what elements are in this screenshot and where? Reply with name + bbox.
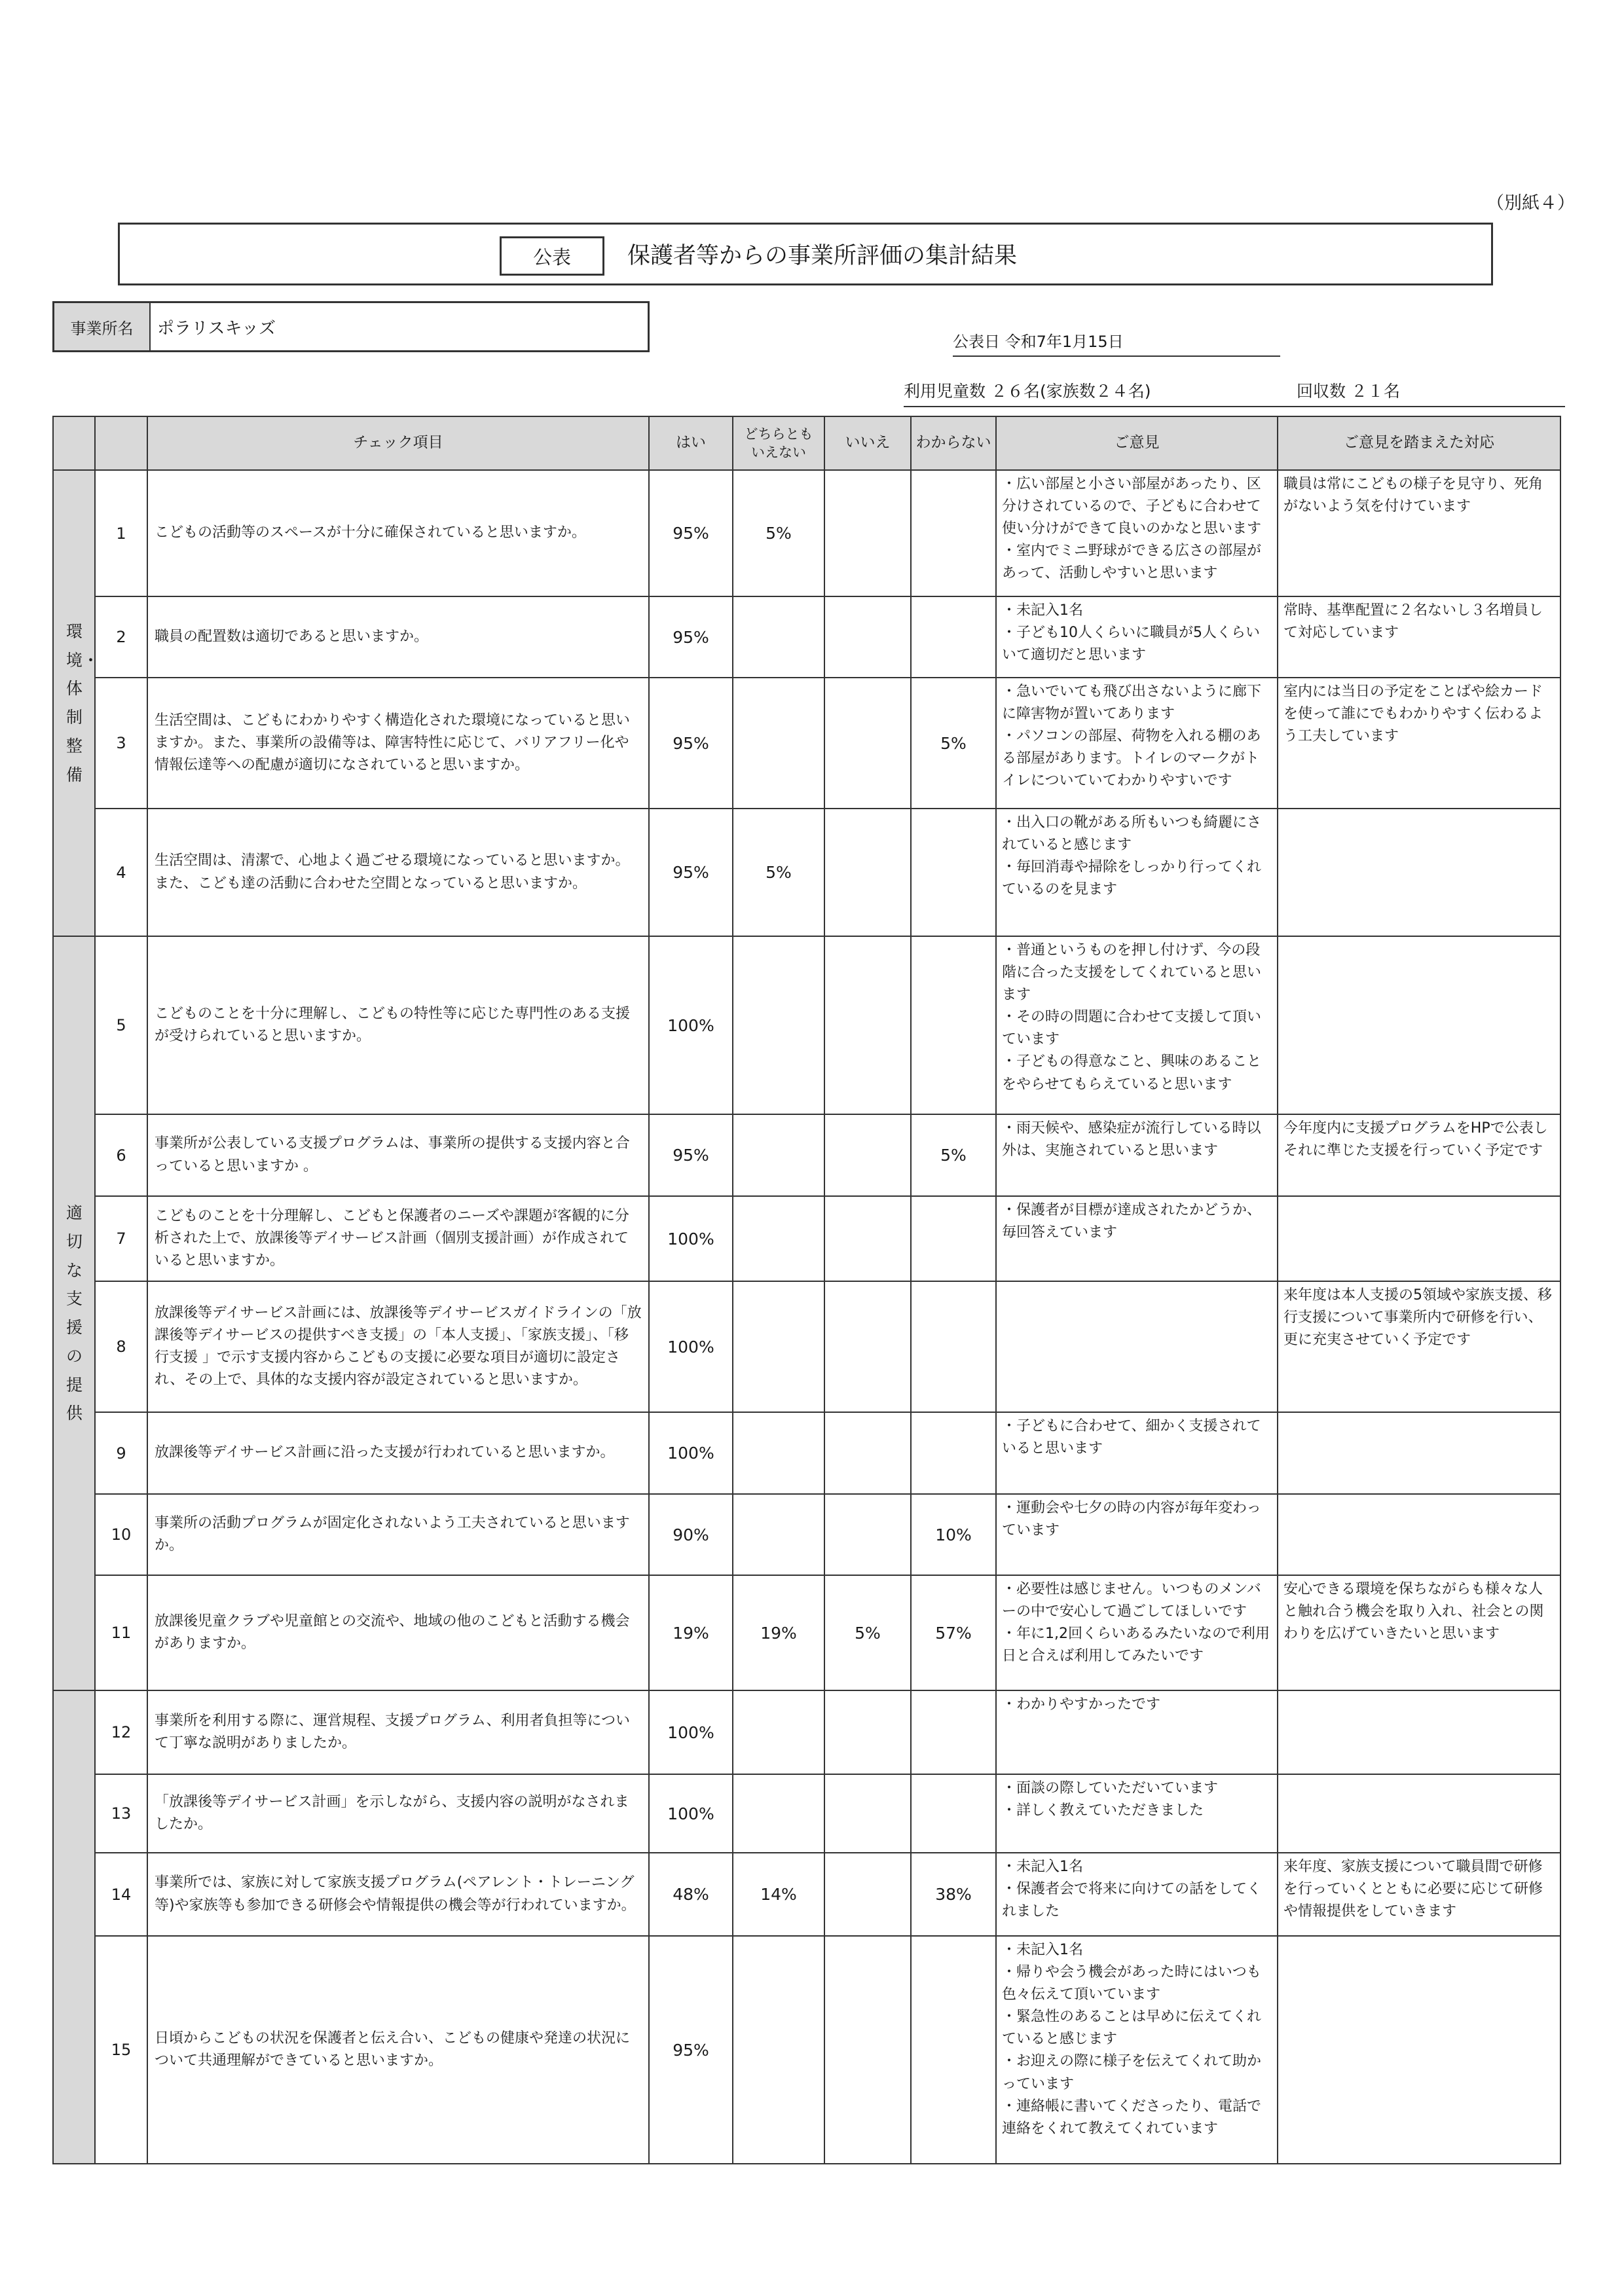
response-cell bbox=[1278, 1494, 1560, 1575]
no-percent: 5% bbox=[824, 1575, 911, 1690]
check-item: 放課後等デイサービス計画には、放課後等デイサービスガイドラインの「放課後等デイサービスの提供すべき支援」の「本人支援」、「家族支援」、「移行支援 」で示す支援内容からこどもの支援に必要な項目が適切に設定され、その上で、具体的な支援内容が設定されていると思いますか。 bbox=[147, 1281, 649, 1412]
response-cell: 職員は常にこどもの様子を見守り、死角がないよう気を付けています bbox=[1278, 470, 1560, 596]
no-percent bbox=[824, 1281, 911, 1412]
unknown-percent bbox=[911, 1690, 996, 1774]
publish-date: 公表日 令和7年1月15日 bbox=[953, 329, 1280, 357]
opinion-cell: ・わかりやすかったです bbox=[996, 1690, 1278, 1774]
opinion-cell: ・面談の際していただいています ・詳しく教えていただきました bbox=[996, 1774, 1278, 1853]
table-row bbox=[53, 1690, 1560, 1774]
unknown-percent bbox=[911, 1936, 996, 2164]
check-item: 事業所を利用する際に、運営規程、支援プログラム、利用者負担等について丁寧な説明がありましたか。 bbox=[147, 1690, 649, 1774]
page-title: 保護者等からの事業所評価の集計結果 bbox=[627, 243, 1018, 269]
no-percent bbox=[824, 1114, 911, 1196]
check-item: 日頃からこどもの状況を保護者と伝え合い、こどもの健康や発達の状況について共通理解ができていると思いますか。 bbox=[147, 1936, 649, 2164]
category-label: 適切な支援の提供 bbox=[66, 1203, 83, 1423]
category-label: 環境・体制整備 bbox=[66, 621, 100, 784]
unknown-percent: 38% bbox=[911, 1853, 996, 1936]
annex-label: （別紙４） bbox=[1486, 193, 1575, 213]
no-percent bbox=[824, 1853, 911, 1936]
response-cell: 今年度内に支援プログラムをHPで公表しそれに準じた支援を行っていく予定です bbox=[1278, 1114, 1560, 1196]
opinion-cell: ・必要性は感じません。いつものメンバーの中で安心して過ごしてほしいです ・年に1,2回くらいあるみたいなので利用日と合えば利用してみたいです bbox=[996, 1575, 1278, 1690]
table-row bbox=[53, 596, 1560, 678]
item-number: 5 bbox=[95, 936, 147, 1114]
table-row bbox=[53, 1936, 1560, 2164]
neither-percent: 5% bbox=[733, 809, 824, 936]
unknown-percent bbox=[911, 1196, 996, 1281]
item-number: 2 bbox=[95, 596, 147, 678]
yes-percent: 100% bbox=[649, 936, 733, 1114]
opinion-cell: ・未記入1名 ・帰りや会う機会があった時にはいつも色々伝えて頂いています ・緊急性のあることは早めに伝えてくれていると感じます ・お迎えの際に様子を伝えてくれて助かっています ・連絡帳に書いてくださったり、電話で連絡をくれて教えてくれています bbox=[996, 1936, 1278, 2164]
table-row bbox=[53, 1281, 1560, 1412]
table-row bbox=[53, 1412, 1560, 1494]
category-cell bbox=[53, 936, 95, 1690]
check-item: 生活空間は、こどもにわかりやすく構造化された環境になっていると思いますか。また、事業所の設備等は、障害特性に応じて、バリアフリー化や情報伝達等への配慮が適切になされていると思いますか。 bbox=[147, 678, 649, 809]
opinion-cell: ・保護者が目標が達成されたかどうか、毎回答えています bbox=[996, 1196, 1278, 1281]
table-row bbox=[53, 1196, 1560, 1281]
opinion-cell bbox=[996, 1281, 1278, 1412]
unknown-percent bbox=[911, 809, 996, 936]
no-percent bbox=[824, 809, 911, 936]
check-item: 職員の配置数は適切であると思いますか。 bbox=[147, 596, 649, 678]
response-cell: 室内には当日の予定をことばや絵カードを使って誰にでもわかりやすく伝わるよう工夫しています bbox=[1278, 678, 1560, 809]
unknown-percent bbox=[911, 596, 996, 678]
response-cell bbox=[1278, 1774, 1560, 1853]
opinion-cell: ・未記入1名 ・子ども10人くらいに職員が5人くらいいて適切だと思います bbox=[996, 596, 1278, 678]
opinion-cell: ・子どもに合わせて、細かく支援されていると思います bbox=[996, 1412, 1278, 1494]
check-item: 事業所の活動プログラムが固定化されないよう工夫されていると思いますか。 bbox=[147, 1494, 649, 1575]
table-row bbox=[53, 936, 1560, 1114]
no-percent bbox=[824, 1196, 911, 1281]
response-cell: 常時、基準配置に２名ないし３名増員して対応しています bbox=[1278, 596, 1560, 678]
users-count: 利用児童数 ２６名(家族数２４名) bbox=[904, 382, 1151, 401]
opinion-cell: ・未記入1名 ・保護者会で将来に向けての話をしてくれました bbox=[996, 1853, 1278, 1936]
item-number: 6 bbox=[95, 1114, 147, 1196]
response-cell: 来年度、家族支援について職員間で研修を行っていくとともに必要に応じて研修や情報提供をしていきます bbox=[1278, 1853, 1560, 1936]
item-number: 15 bbox=[95, 1936, 147, 2164]
table-row bbox=[53, 1853, 1560, 1936]
neither-percent: 14% bbox=[733, 1853, 824, 1936]
stats-line bbox=[904, 378, 1565, 407]
check-item: こどものことを十分に理解し、こどもの特性等に応じた専門性のある支援が受けられていると思いますか。 bbox=[147, 936, 649, 1114]
check-item: 放課後等デイサービス計画に沿った支援が行われていると思いますか。 bbox=[147, 1412, 649, 1494]
office-name: ポラリスキッズ bbox=[157, 318, 276, 338]
header-response: ご意見を踏まえた対応 bbox=[1278, 416, 1560, 470]
unknown-percent bbox=[911, 1774, 996, 1853]
unknown-percent bbox=[911, 936, 996, 1114]
unknown-percent bbox=[911, 1281, 996, 1412]
yes-percent: 100% bbox=[649, 1281, 733, 1412]
table-row bbox=[53, 1494, 1560, 1575]
item-number: 12 bbox=[95, 1690, 147, 1774]
item-number: 9 bbox=[95, 1412, 147, 1494]
neither-percent: 5% bbox=[733, 470, 824, 596]
no-percent bbox=[824, 1690, 911, 1774]
header-check-item: チェック項目 bbox=[147, 416, 649, 470]
response-count: 回収数 ２１名 bbox=[1297, 382, 1400, 401]
no-percent bbox=[824, 470, 911, 596]
unknown-percent bbox=[911, 470, 996, 596]
table-row bbox=[53, 1575, 1560, 1690]
neither-percent bbox=[733, 678, 824, 809]
item-number: 3 bbox=[95, 678, 147, 809]
response-cell bbox=[1278, 809, 1560, 936]
check-item: 事業所では、家族に対して家族支援プログラム(ペアレント・トレーニング等)や家族等も参加できる研修会や情報提供の機会等が行われていますか。 bbox=[147, 1853, 649, 1936]
check-item: 「放課後等デイサービス計画」を示しながら、支援内容の説明がなされましたか。 bbox=[147, 1774, 649, 1853]
neither-percent bbox=[733, 1196, 824, 1281]
yes-percent: 48% bbox=[649, 1853, 733, 1936]
table-row bbox=[53, 678, 1560, 809]
evaluation-table bbox=[52, 416, 1561, 2164]
response-cell: 安心できる環境を保ちながらも様々な人と触れ合う機会を取り入れ、社会との関わりを広げていきたいと思います bbox=[1278, 1575, 1560, 1690]
response-cell bbox=[1278, 1690, 1560, 1774]
yes-percent: 100% bbox=[649, 1690, 733, 1774]
header-neither: どちらとも いえない bbox=[733, 416, 824, 470]
item-number: 10 bbox=[95, 1494, 147, 1575]
header-yes: はい bbox=[649, 416, 733, 470]
title-box bbox=[118, 223, 1493, 285]
opinion-cell: ・運動会や七夕の時の内容が毎年変わっています bbox=[996, 1494, 1278, 1575]
check-item: 事業所が公表している支援プログラムは、事業所の提供する支援内容と合っていると思いますか 。 bbox=[147, 1114, 649, 1196]
response-cell bbox=[1278, 936, 1560, 1114]
item-number: 4 bbox=[95, 809, 147, 936]
item-number: 1 bbox=[95, 470, 147, 596]
no-percent bbox=[824, 1412, 911, 1494]
item-number: 11 bbox=[95, 1575, 147, 1690]
yes-percent: 95% bbox=[649, 596, 733, 678]
unknown-percent: 10% bbox=[911, 1494, 996, 1575]
category-cell-empty bbox=[53, 1690, 95, 2164]
item-number: 8 bbox=[95, 1281, 147, 1412]
neither-percent bbox=[733, 1690, 824, 1774]
header-opinion: ご意見 bbox=[996, 416, 1278, 470]
header-category bbox=[53, 416, 95, 470]
public-tag: 公表 bbox=[500, 236, 604, 276]
yes-percent: 100% bbox=[649, 1196, 733, 1281]
header-no: いいえ bbox=[824, 416, 911, 470]
table-row bbox=[53, 1774, 1560, 1853]
opinion-cell: ・広い部屋と小さい部屋があったり、区分けされているので、子どもに合わせて使い分けができて良いのかなと思います ・室内でミニ野球ができる広さの部屋があって、活動しやすいと思います bbox=[996, 470, 1278, 596]
office-box bbox=[52, 301, 650, 352]
no-percent bbox=[824, 1494, 911, 1575]
unknown-percent: 5% bbox=[911, 1114, 996, 1196]
response-cell: 来年度は本人支援の5領域や家族支援、移行支援について事業所内で研修を行い、更に充実させていく予定です bbox=[1278, 1281, 1560, 1412]
neither-percent bbox=[733, 936, 824, 1114]
no-percent bbox=[824, 1936, 911, 2164]
yes-percent: 90% bbox=[649, 1494, 733, 1575]
table-row bbox=[53, 809, 1560, 936]
neither-percent bbox=[733, 1774, 824, 1853]
neither-percent bbox=[733, 1281, 824, 1412]
check-item: 生活空間は、清潔で、心地よく過ごせる環境になっていると思いますか。また、こども達の活動に合わせた空間となっていると思いますか。 bbox=[147, 809, 649, 936]
response-cell bbox=[1278, 1412, 1560, 1494]
yes-percent: 100% bbox=[649, 1412, 733, 1494]
neither-percent bbox=[733, 1114, 824, 1196]
check-item: こどもの活動等のスペースが十分に確保されていると思いますか。 bbox=[147, 470, 649, 596]
opinion-cell: ・雨天候や、感染症が流行している時以外は、実施されていると思います bbox=[996, 1114, 1278, 1196]
yes-percent: 100% bbox=[649, 1774, 733, 1853]
check-item: 放課後児童クラブや児童館との交流や、地域の他のこどもと活動する機会がありますか。 bbox=[147, 1575, 649, 1690]
table-row bbox=[53, 470, 1560, 596]
yes-percent: 95% bbox=[649, 1114, 733, 1196]
item-number: 14 bbox=[95, 1853, 147, 1936]
table-body bbox=[53, 470, 1560, 2164]
unknown-percent bbox=[911, 1412, 996, 1494]
opinion-cell: ・出入口の靴がある所もいつも綺麗にされていると感じます ・毎回消毒や掃除をしっかり行ってくれているのを見ます bbox=[996, 809, 1278, 936]
no-percent bbox=[824, 1774, 911, 1853]
opinion-cell: ・普通というものを押し付けず、今の段階に合った支援をしてくれていると思います ・その時の問題に合わせて支援して頂いています ・子どもの得意なこと、興味のあることをやらせてもらえていると思います bbox=[996, 936, 1278, 1114]
neither-percent bbox=[733, 1494, 824, 1575]
neither-percent: 19% bbox=[733, 1575, 824, 1690]
no-percent bbox=[824, 596, 911, 678]
item-number: 7 bbox=[95, 1196, 147, 1281]
neither-percent bbox=[733, 1936, 824, 2164]
header-unknown: わからない bbox=[911, 416, 996, 470]
unknown-percent: 5% bbox=[911, 678, 996, 809]
neither-percent bbox=[733, 596, 824, 678]
table-header-row bbox=[53, 416, 1560, 470]
response-cell bbox=[1278, 1196, 1560, 1281]
neither-percent bbox=[733, 1412, 824, 1494]
opinion-cell: ・急いでいても飛び出さないように廊下に障害物が置いてあります ・パソコンの部屋、荷物を入れる棚のある部屋があります。トイレのマークがトイレについていてわかりやすいです bbox=[996, 678, 1278, 809]
category-cell bbox=[53, 470, 100, 936]
yes-percent: 95% bbox=[649, 1936, 733, 2164]
office-label: 事業所名 bbox=[54, 303, 151, 350]
unknown-percent: 57% bbox=[911, 1575, 996, 1690]
table-row bbox=[53, 1114, 1560, 1196]
item-number: 13 bbox=[95, 1774, 147, 1853]
yes-percent: 19% bbox=[649, 1575, 733, 1690]
yes-percent: 95% bbox=[649, 470, 733, 596]
header-number bbox=[95, 416, 147, 470]
yes-percent: 95% bbox=[649, 809, 733, 936]
yes-percent: 95% bbox=[649, 678, 733, 809]
check-item: こどものことを十分理解し、こどもと保護者のニーズや課題が客観的に分析された上で、放課後等デイサービス計画（個別支援計画）が作成されていると思いますか。 bbox=[147, 1196, 649, 1281]
no-percent bbox=[824, 678, 911, 809]
response-cell bbox=[1278, 1936, 1560, 2164]
no-percent bbox=[824, 936, 911, 1114]
